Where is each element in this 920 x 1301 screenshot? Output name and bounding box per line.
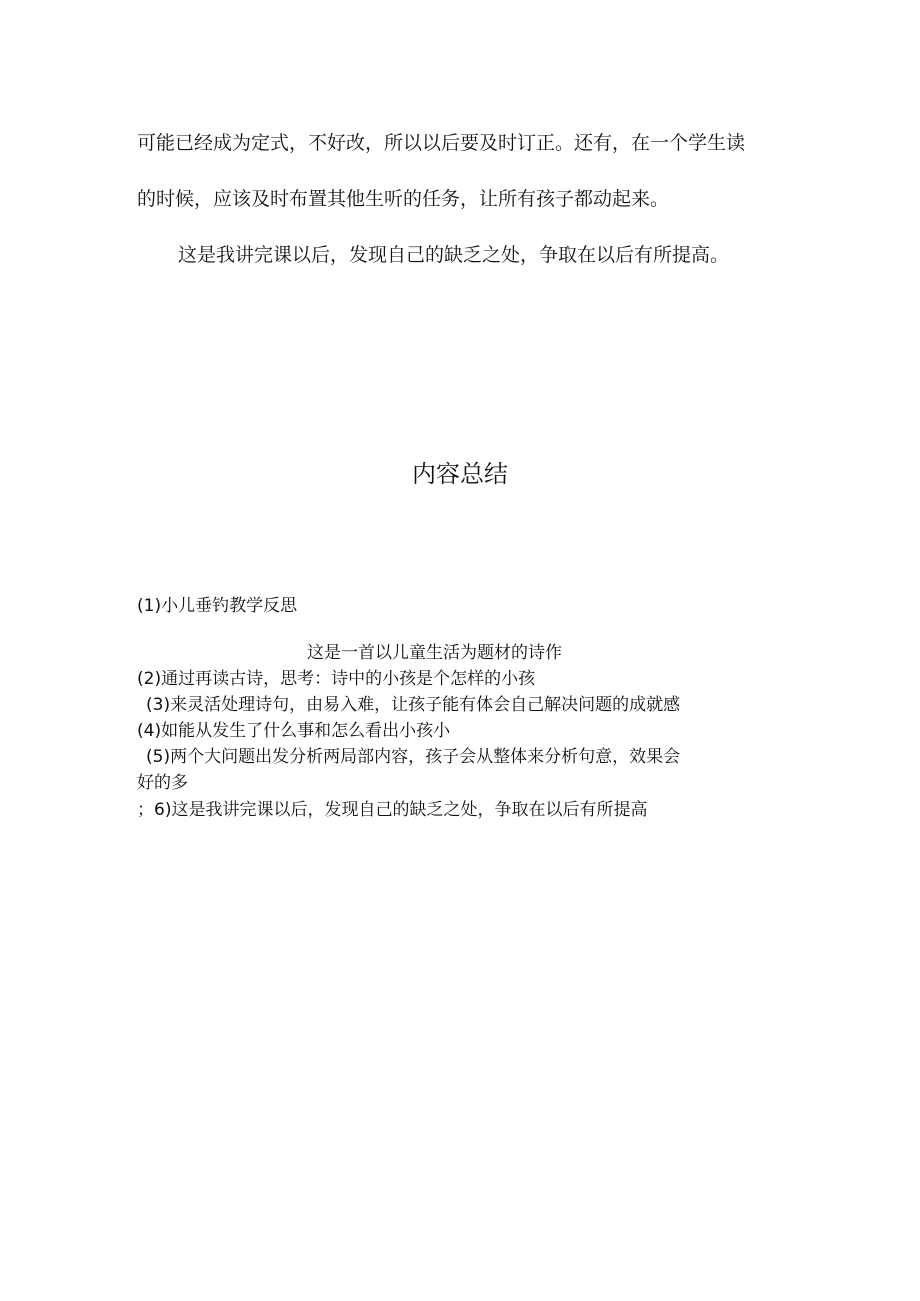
reflection-paragraph-1-line-1: 可能已经成为定式，不好改，所以以后要及时订正。还有，在一个学生读	[137, 132, 746, 154]
reflection-paragraph-2: 这是我讲完课以后，发现自己的缺乏之处，争取在以后有所提高。	[178, 244, 730, 266]
summary-item-1: (1)小儿垂钓教学反思	[137, 596, 298, 616]
reflection-paragraph-1-line-2: 的时候，应该及时布置其他生听的任务，让所有孩子都动起来。	[137, 188, 670, 210]
summary-title: 内容总结	[412, 460, 508, 488]
summary-item-5-line-2: 好的多	[137, 773, 188, 793]
summary-item-1-subtitle: 这是一首以儿童生活为题材的诗作	[307, 643, 562, 663]
summary-item-4: (4)如能从发生了什么事和怎么看出小孩小	[137, 721, 451, 741]
summary-item-3: (3)来灵活处理诗句，由易入难，让孩子能有体会自己解决问题的成就感	[146, 695, 681, 715]
summary-item-5-line-1: (5)两个大问题出发分析两局部内容，孩子会从整体来分析句意，效果会	[146, 747, 681, 767]
summary-item-6: ；6)这是我讲完课以后，发现自己的缺乏之处，争取在以后有所提高	[137, 800, 648, 820]
summary-item-2: (2)通过再读古诗，思考：诗中的小孩是个怎样的小孩	[137, 669, 536, 689]
